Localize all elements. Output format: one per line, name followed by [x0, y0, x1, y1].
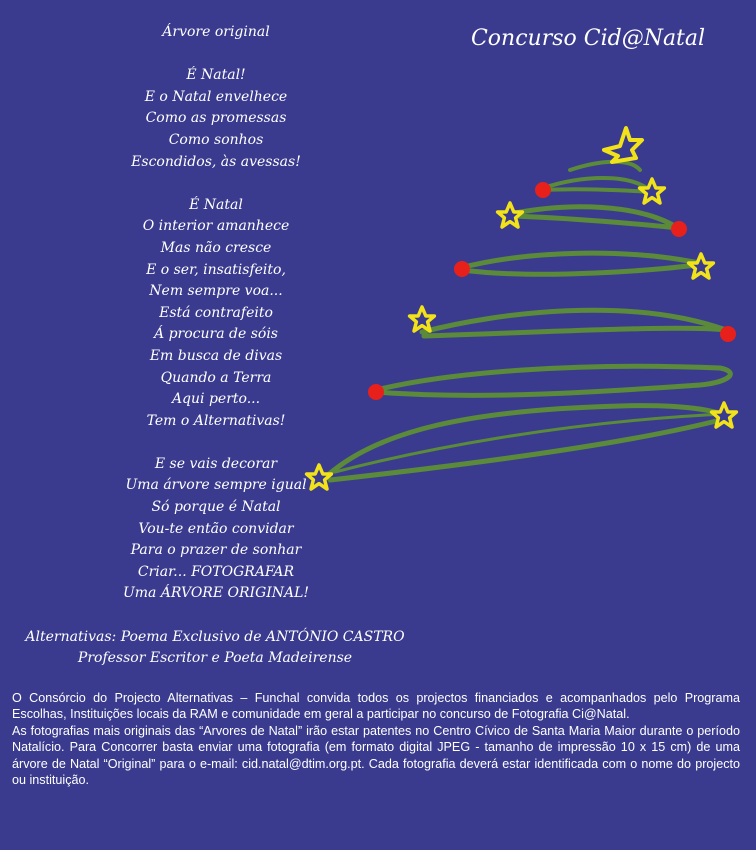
contest-title: Concurso Cid@Natal	[470, 26, 706, 51]
poem-line: Nem sempre voa...	[149, 283, 283, 300]
poem-line: Uma ÁRVORE ORIGINAL!	[122, 585, 310, 602]
christmas-tree-illustration	[300, 110, 756, 510]
poem-line: Em busca de divas	[149, 347, 283, 364]
credit-line-author: Alternativas: Poema Exclusivo de ANTÓNIO CASTRO	[25, 629, 405, 645]
poem-line: Está contrafeito	[159, 304, 273, 321]
info-paragraph-invitation: O Consórcio do Projecto Alternativas – Funchal convida todos os projectos financiados e acompanhados pelo Programa Escolhas, Instituições locais da RAM e comunidade em geral a participar no concurso de Fotografia Ci@Natal.	[12, 691, 740, 722]
poem-line: E se vais decorar	[154, 455, 278, 472]
tree-top-star-icon	[604, 128, 642, 162]
star-icon	[640, 179, 665, 203]
poem-line: Vou-te então convidar	[138, 520, 294, 537]
poem-credit	[0, 627, 430, 669]
poem-title: Árvore original	[162, 24, 270, 40]
star-icon	[307, 465, 332, 489]
poem-line: Como sonhos	[168, 131, 264, 148]
credit-line-role: Professor Escritor e Poeta Madeirense	[77, 650, 353, 666]
star-icon	[712, 403, 737, 427]
poem-line: Criar... FOTOGRAFAR	[137, 563, 295, 580]
poem-line: Uma árvore sempre igual	[125, 477, 307, 494]
poem-line: E o Natal envelhece	[144, 88, 288, 105]
poem-line: Só porque é Natal	[151, 499, 281, 516]
star-icon	[689, 254, 714, 278]
poem-line: Á procura de sóis	[154, 326, 278, 343]
poem-line: É Natal	[189, 196, 243, 213]
star-icon	[498, 203, 523, 227]
poem-line: Aqui perto...	[171, 391, 261, 408]
poem-line: Como as promessas	[145, 110, 287, 127]
tree-branches	[328, 162, 730, 480]
poem-line: O interior amanhece	[142, 218, 290, 235]
poem-line: É Natal!	[186, 67, 246, 84]
poem-line: E o ser, insatisfeito,	[146, 261, 286, 278]
info-paragraph-instructions: As fotografias mais originais das “Arvores de Natal” irão estar patentes no Centro Cívico de Santa Maria Maior durante o período Natalício. Para Concorrer basta enviar uma fotografia (em formato digital JPEG - tamanho de impressão 10 x 15 cm) de uma árvore de Natal “Original” para o e-mail: cid.natal@dtim.org.pt. Cada fotografia deverá estar identificada com o nome do projecto ou instituição.	[12, 723, 740, 788]
poem-line: Mas não cresce	[160, 239, 272, 256]
poem-line: Quando a Terra	[160, 369, 272, 386]
poem-line: Para o prazer de sonhar	[130, 542, 302, 559]
star-icon	[410, 307, 435, 331]
poem-line: Tem o Alternativas!	[146, 412, 286, 429]
poem-line: Escondidos, às avessas!	[131, 153, 301, 170]
contest-information	[12, 690, 740, 788]
